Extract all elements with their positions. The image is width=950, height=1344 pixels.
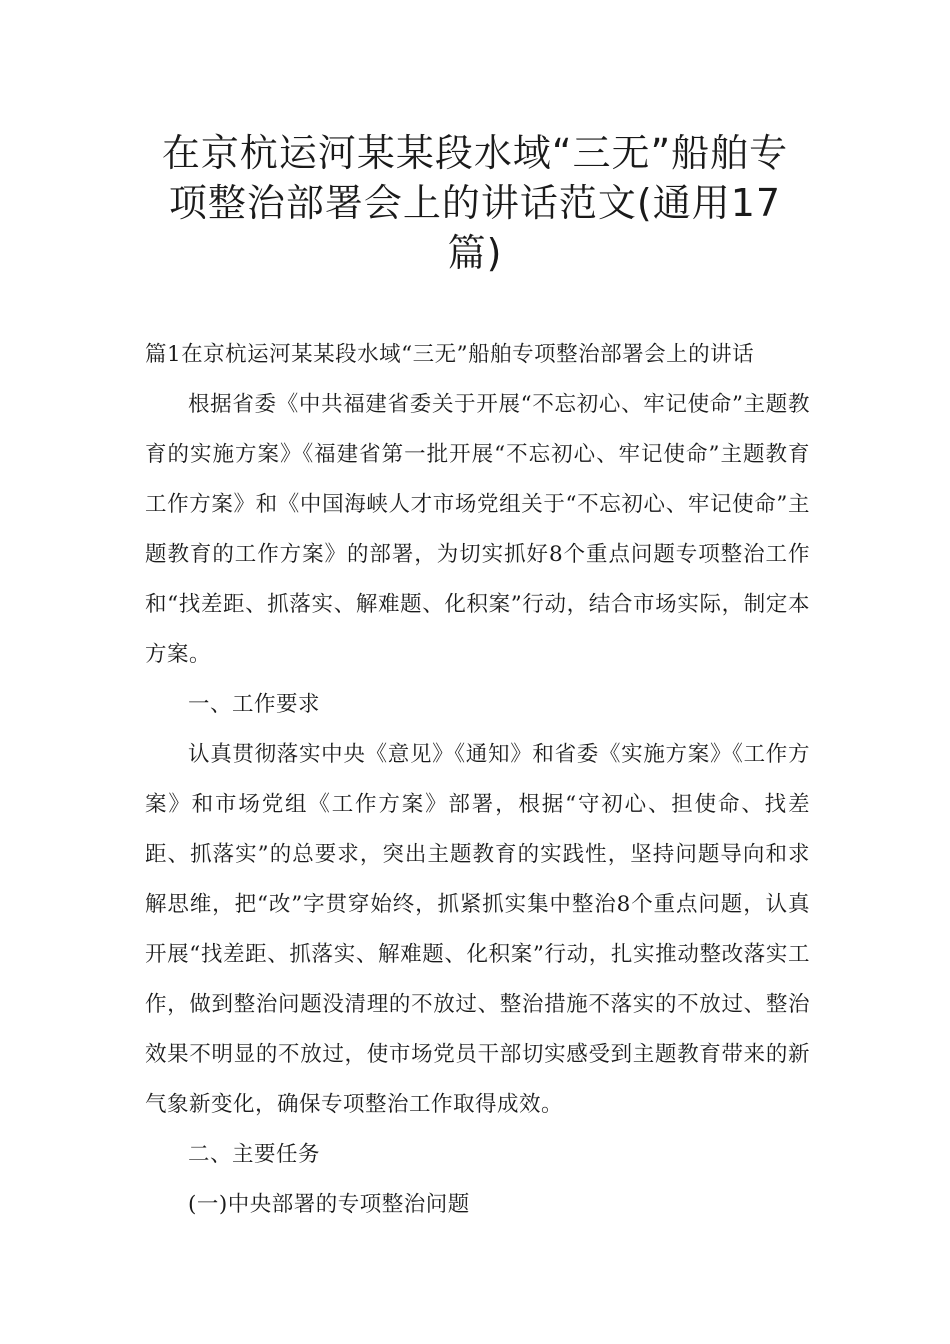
paragraph-requirements: 认真贯彻落实中央《意见》《通知》和省委《实施方案》《工作方案》和市场党组《工作方案》部署，根据“守初心、担使命、找差距、抓落实”的总要求，突出主题教育的实践性，坚持问题导向和求解思维，把“改”字贯穿始终，抓紧抓实集中整治8个重点问题，认真开展“找差距、抓落实、解难题、化积案”行动，扎实推动整改落实工作，做到整治问题没清理的不放过、整治措施不落实的不放过、整治效果不明显的不放过，使市场党员干部切实感受到主题教育带来的新气象新变化，确保专项整治工作取得成效。 <box>145 742 810 1117</box>
section-heading-requirements: 一、工作要求 <box>188 692 321 717</box>
title-line-1: 在京杭运河某某段水域“三无”船舶专 <box>161 131 789 175</box>
document-body <box>145 330 810 1230</box>
title-line-3: 篇) <box>447 231 503 275</box>
document-title <box>120 128 830 278</box>
title-line-2: 项整治部署会上的讲话范文(通用17 <box>168 181 782 225</box>
chapter-heading: 篇1在京杭运河某某段水域“三无”船舶专项整治部署会上的讲话 <box>145 342 755 367</box>
section-heading-tasks: 二、主要任务 <box>188 1142 321 1167</box>
subsection-heading-central: (一)中央部署的专项整治问题 <box>188 1192 470 1217</box>
paragraph-intro: 根据省委《中共福建省委关于开展“不忘初心、牢记使命”主题教育的实施方案》《福建省第一批开展“不忘初心、牢记使命”主题教育工作方案》和《中国海峡人才市场党组关于“不忘初心、牢记使命”主题教育的工作方案》的部署，为切实抓好8个重点问题专项整治工作和“找差距、抓落实、解难题、化积案”行动，结合市场实际，制定本方案。 <box>145 392 810 667</box>
